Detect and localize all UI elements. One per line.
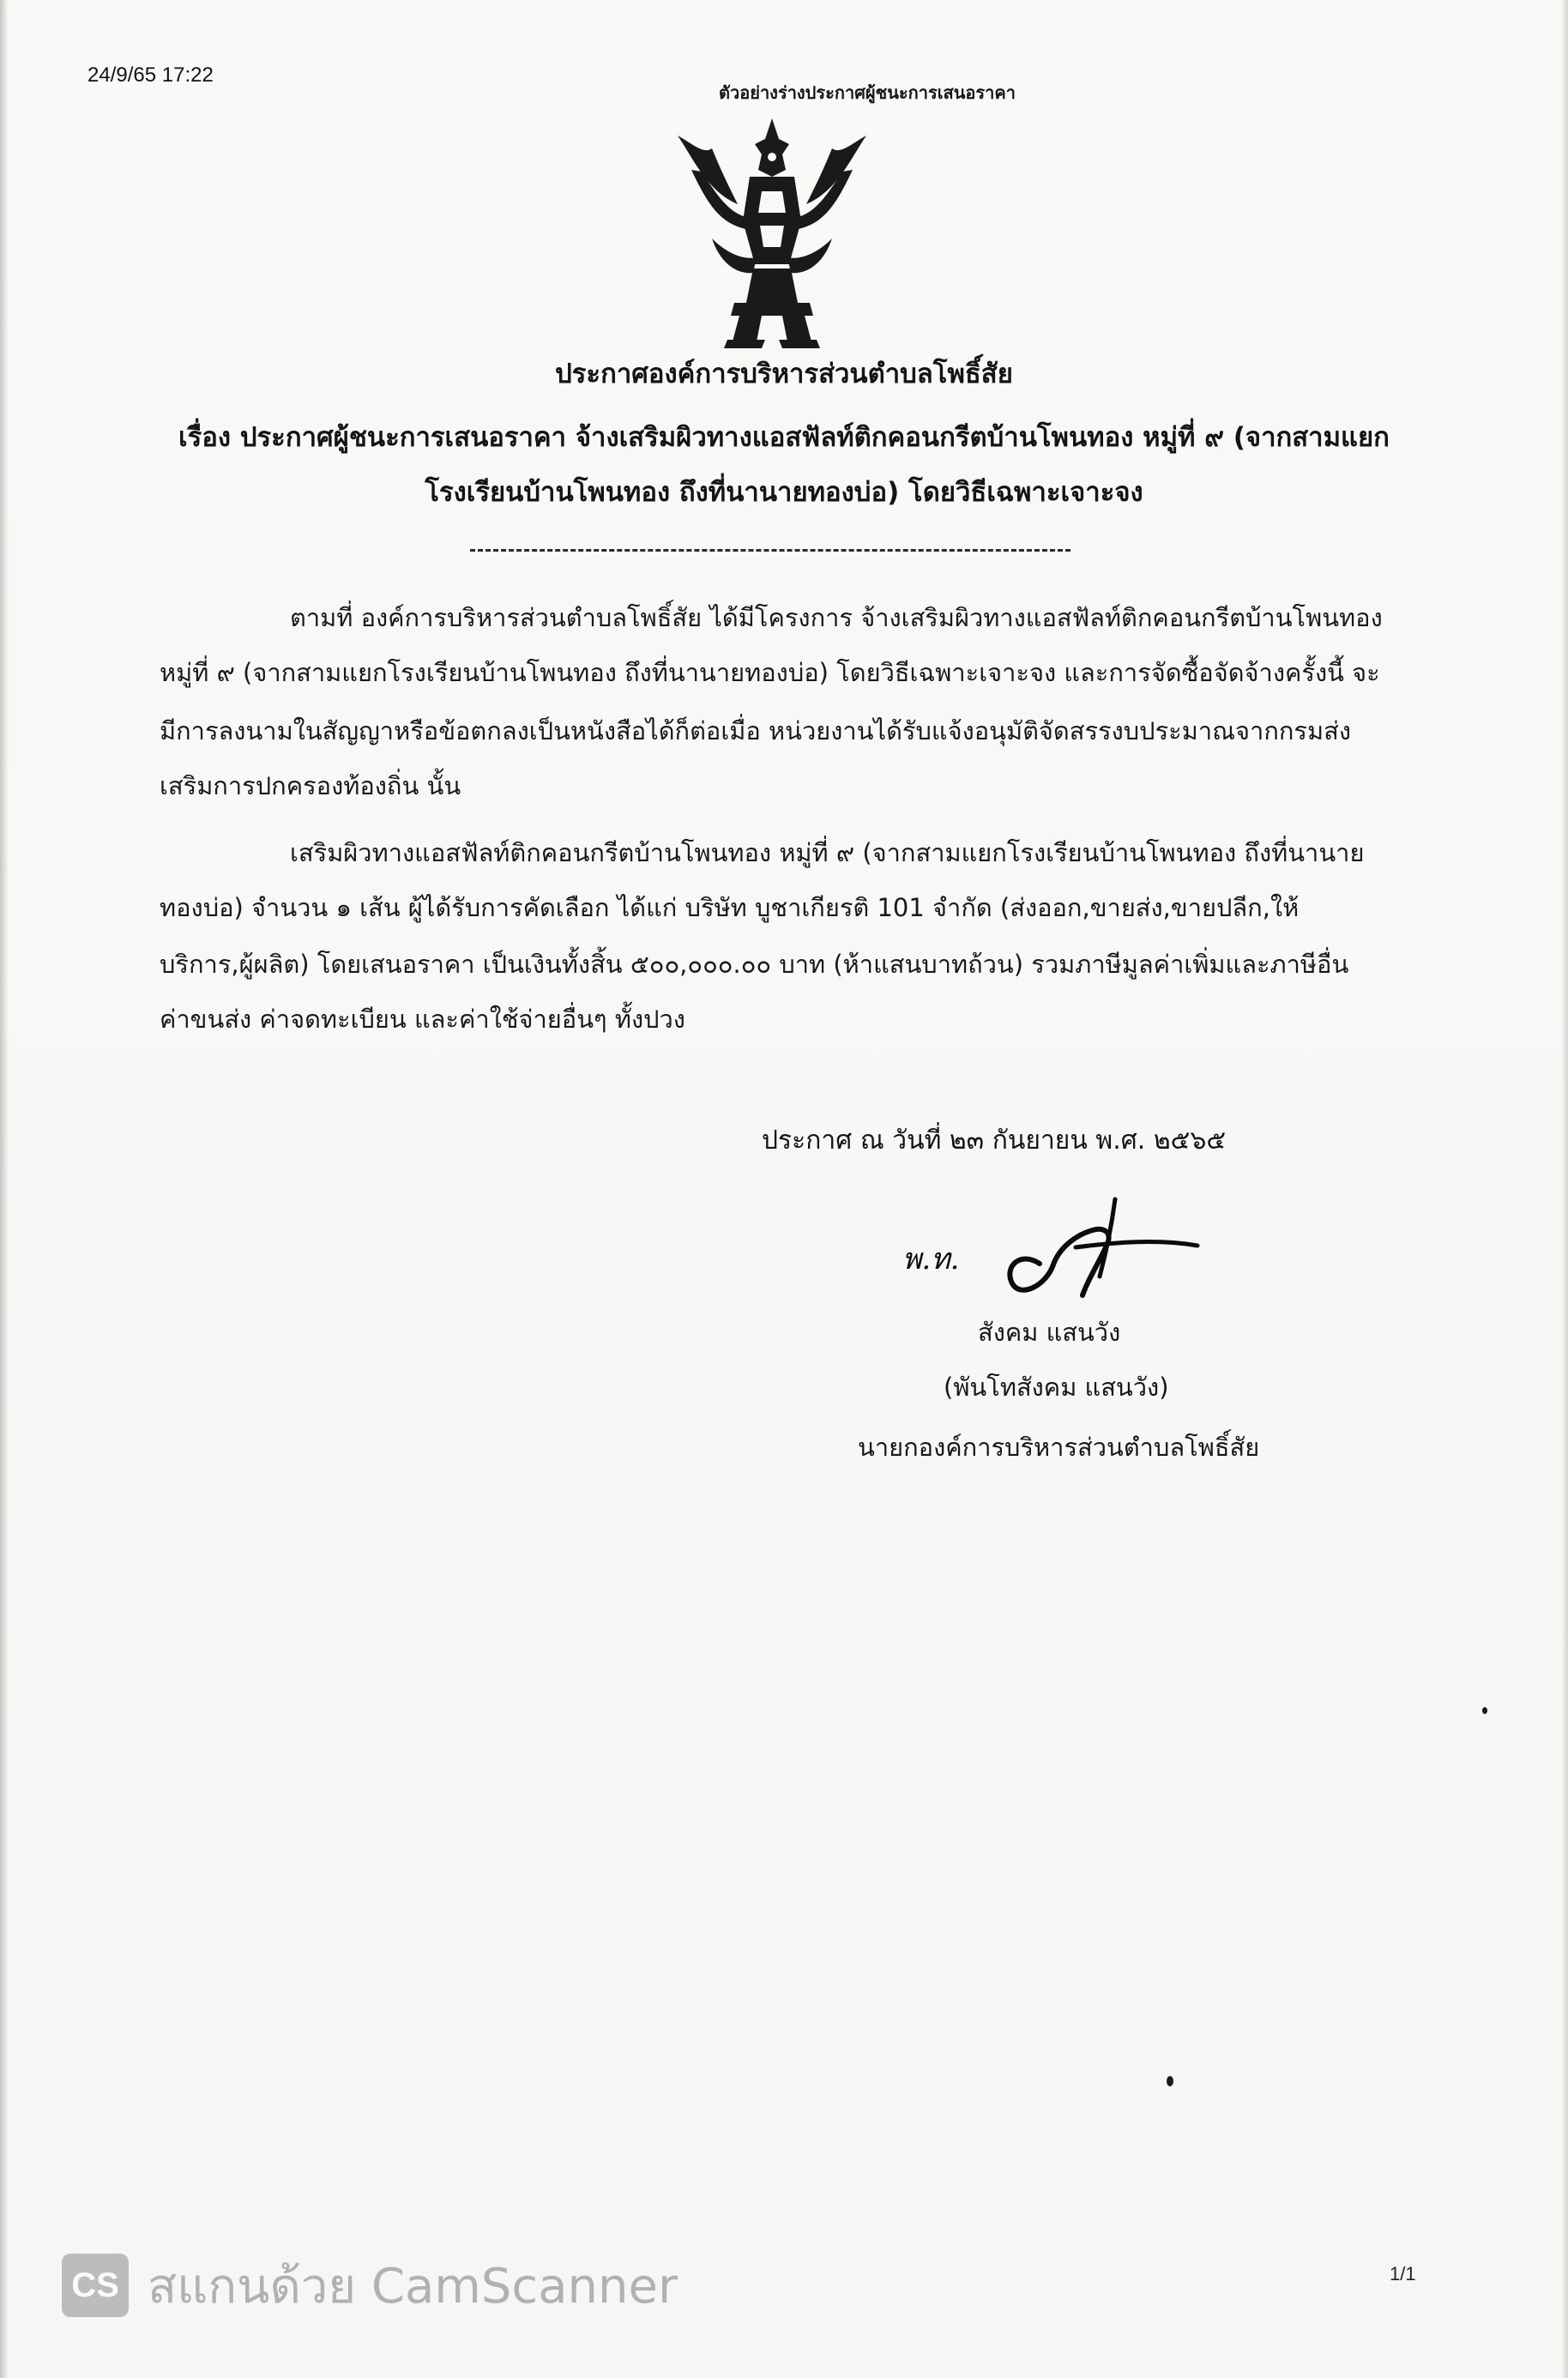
garuda-emblem-icon [660, 110, 884, 350]
signer-name: สังคม แสนวัง [978, 1318, 1121, 1347]
draft-note: ตัวอย่างร่างประกาศผู้ชนะการเสนอราคา [719, 82, 1016, 103]
signature-rank-abbrev: พ.ท. [902, 1242, 960, 1277]
paragraph-2-line-2: ทองบ่อ) จำนวน ๑ เส้น ผู้ได้รับการคัดเลือก ได้แก่ บริษัท บูชาเกียรติ 101 จำกัด (ส่งออก,ขายส่ง,ขายปลีก,ให้ [160, 893, 1300, 922]
scan-speck [1167, 2076, 1173, 2086]
signer-position: นายกองค์การบริหารส่วนตำบลโพธิ์สัย [858, 1433, 1260, 1462]
paragraph-2-line-3: บริการ,ผู้ผลิต) โดยเสนอราคา เป็นเงินทั้งสิ้น ๕๐๐,๐๐๐.๐๐ บาท (ห้าแสนบาทถ้วน) รวมภาษีมูลค่าเพิ่มและภาษีอื่น [160, 950, 1349, 979]
paragraph-1-line-2: หมู่ที่ ๙ (จากสามแยกโรงเรียนบ้านโพนทอง ถึงที่นานายทองบ่อ) โดยวิธีเฉพาะเจาะจง และการจัดซื้อจัดจ้างครั้งนี้ จะ [160, 658, 1380, 687]
announcement-date: ประกาศ ณ วันที่ ๒๓ กันยายน พ.ศ. ๒๕๖๕ [762, 1126, 1227, 1156]
print-timestamp: 24/9/65 17:22 [87, 63, 214, 87]
paragraph-1-line-1: ตามที่ องค์การบริหารส่วนตำบลโพธิ์สัย ได้มีโครงการ จ้างเสริมผิวทางแอสฟัลท์ติกคอนกรีตบ้านโพนทอง [290, 603, 1383, 632]
signer-full-name: (พันโทสังคม แสนวัง) [944, 1373, 1169, 1402]
camscanner-watermark [62, 2251, 678, 2320]
page-number: 1/1 [1390, 2263, 1416, 2284]
subject-line-1: เรื่อง ประกาศผู้ชนะการเสนอราคา จ้างเสริมผิวทางแอสฟัลท์ติกคอนกรีตบ้านโพนทอง หมู่ที่ ๙ (จากสามแยก [178, 422, 1390, 453]
announcement-title: ประกาศองค์การบริหารส่วนตำบลโพธิ์สัย [555, 359, 1013, 389]
paragraph-1-line-4: เสริมการปกครองท้องถิ่น นั้น [160, 771, 461, 800]
heading-divider [470, 549, 1070, 552]
camscanner-text: สแกนด้วย CamScanner [148, 2258, 678, 2315]
camscanner-logo: CS [62, 2254, 129, 2317]
paragraph-2-line-1: เสริมผิวทางแอสฟัลท์ติกคอนกรีตบ้านโพนทอง หมู่ที่ ๙ (จากสามแยกโรงเรียนบ้านโพนทอง ถึงที่นานาย [290, 838, 1365, 867]
paragraph-2-line-4: ค่าขนส่ง ค่าจดทะเบียน และค่าใช้จ่ายอื่นๆ ทั้งปวง [160, 1005, 685, 1034]
subject-line-2: โรงเรียนบ้านโพนทอง ถึงที่นานายทองบ่อ) โดยวิธีเฉพาะเจาะจง [425, 477, 1143, 508]
scan-speck [1482, 1707, 1487, 1714]
handwritten-signature [986, 1182, 1209, 1319]
paragraph-1-line-3: มีการลงนามในสัญญาหรือข้อตกลงเป็นหนังสือได้ก็ต่อเมื่อ หน่วยงานได้รับแจ้งอนุมัติจัดสรรงบประมาณจากกรมส่ง [160, 716, 1351, 745]
